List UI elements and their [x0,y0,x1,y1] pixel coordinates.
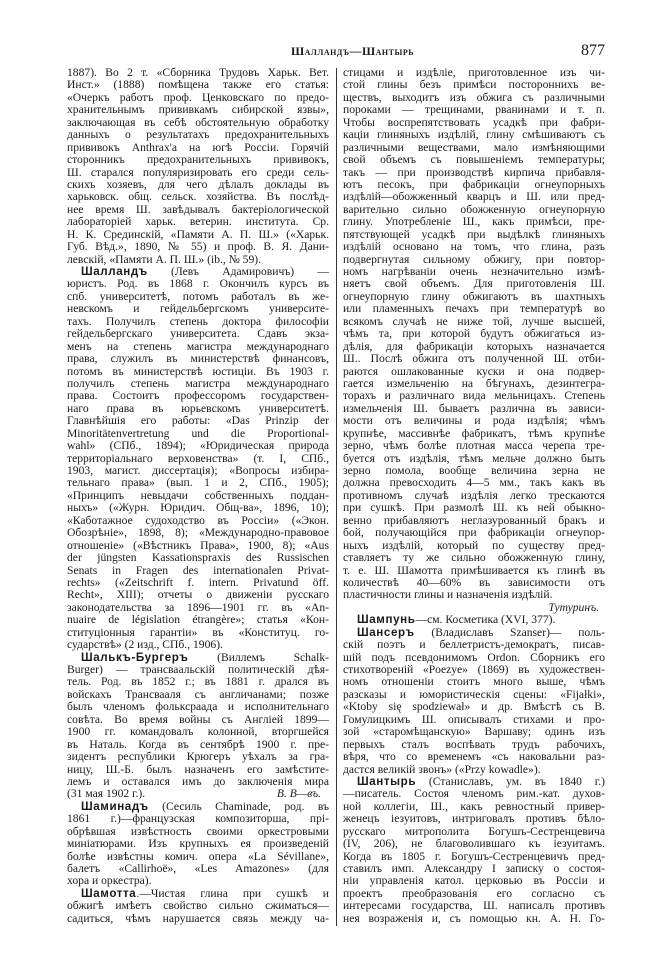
line-text: ной коллегіи, Ш., какъ ревностный привер- [343,800,605,813]
text-line [343,589,605,601]
text-line [343,664,605,676]
text-line [67,191,329,203]
line-text: данныхъ о результатахъ предохранительныхъ [67,129,329,142]
line-text: хора и оркестра). [67,875,152,888]
text-line [67,167,329,179]
text-line [343,751,605,763]
text-line [67,67,329,79]
text-line [67,229,329,241]
line-text: спб. университетѣ, потомъ работалъ въ же- [67,290,329,303]
text-line [343,726,605,738]
author-signature: В. В—въ. [276,788,321,801]
text-line [343,639,605,651]
text-line [67,900,329,912]
text-line [343,328,605,340]
line-text: ставилъ имп. Александру I записку о состоя- [343,863,605,875]
text-line [67,465,329,477]
text-line [67,453,329,465]
text-line [67,179,329,191]
text-line [343,689,605,701]
line-text: Recht», XIII); отчеты о движеніи русскаго [67,589,329,602]
line-text: Ш. старался популяризировать его среди сель- [67,166,329,179]
entry-headword: Шаминадъ [81,800,149,813]
line-text: 1903, магист. диссертація); «Вопросы избира- [67,465,329,477]
line-text: «Ktoby się spodziewał» и др. Вмѣстѣ съ В. [343,701,605,714]
text-line [343,540,605,552]
line-text: лабораторіей харьк. ветерин. института. Ср. [67,216,329,229]
text-line [343,154,605,166]
text-line [343,614,605,626]
line-text: тель. Род. въ 1852 г.; въ 1881 г. дрался въ [67,676,329,689]
line-text: Н. К. Срединскій, «Памяти А. П. Ш.» («Харьк. [67,228,329,241]
line-text: (Владиславъ Szanser)— поль- [414,626,605,639]
line-text: Senats in Fragen des internationalen Privat- [67,564,329,577]
line-text: права. Состоитъ профессоромъ государствен- [67,390,329,403]
entry-article [67,888,329,925]
line-text: стой глины безъ примѣси постороннихъ ве- [343,79,605,92]
entry-article [343,627,605,776]
text-line [67,788,329,800]
text-line [67,913,329,925]
line-text: совѣта. Во время войны съ Англіей 1899— [67,713,329,726]
text-line [343,490,605,502]
text-line [67,117,329,129]
text-line [343,888,605,900]
line-text: крупнѣе, массивнѣе фабрикатъ, тѣмъ крупнѣе [343,427,605,440]
line-text: дѣлія, для фабрикаціи которыхъ назначается [343,340,605,353]
line-text: свой объемъ съ повышеніемъ температуры; [343,154,605,167]
page-number: 877 [581,42,605,59]
text-line [67,589,329,601]
line-text: (Левъ Адамировичъ) — [147,266,329,278]
line-text: т. е. Ш. Шамотта примѣшивается къ глинѣ въ [343,564,605,577]
line-text: права, служилъ въ министерствѣ финансовъ, [67,353,329,366]
text-line [343,316,605,328]
text-line [343,801,605,813]
text-line [67,291,329,303]
line-text: Minoritätenvertretung und die Proportional- [67,427,329,440]
text-line [343,453,605,465]
text-line [343,390,605,402]
text-line [343,67,605,79]
text-line [343,701,605,713]
line-text: сторонникъ предохранительныхъ прививокъ, [67,154,329,167]
line-text: стицами и издѣліе, приготовленное изъ чи- [343,67,605,79]
text-line [343,627,605,639]
text-line [67,863,329,875]
left-column [67,67,329,925]
line-text: тахъ. Получилъ степень доктора философіи [67,315,329,328]
line-text: раются ошлакованные куски и она подвер- [343,365,605,378]
right-column [343,67,605,925]
text-line [67,801,329,813]
text-line [343,465,605,477]
line-text: издѣлій—обожженный кварцъ и Ш. или пред- [343,191,605,204]
text-line [343,428,605,440]
entry-article [343,776,605,925]
line-text: зерно, чѣмъ болѣе плотная масса черепа тре- [343,440,605,453]
line-text: заключающая въ себѣ обстоятельную обработку [67,116,329,129]
article-continuation [67,67,329,266]
text-line [343,838,605,850]
line-text: буется отъ издѣлія, тѣмъ мельче должно быть [343,452,605,465]
page-header [60,42,605,58]
text-line [67,241,329,253]
line-text: бой, получающійся при фабрикаціи огнеупор- [343,527,605,540]
text-line [67,577,329,589]
line-text: 1861 г.)—французская композиторша, прі- [67,813,329,826]
line-text: ницу, Ш.-Б. былъ назначенъ его замѣстите- [67,763,329,776]
text-line [343,353,605,365]
text-line [343,875,605,887]
line-text: въ Наталь. Когда въ сентябрѣ 1900 г. пре- [67,738,329,751]
line-text: ныхъ» («Журн. Юридич. Общ-ва», 1896, 10); [67,502,329,515]
line-text: зидентъ республики Крюгеръ уѣхалъ за гра- [67,751,329,764]
text-line [67,415,329,427]
text-line [343,764,605,776]
text-line [343,291,605,303]
text-line [67,92,329,104]
line-text: ныхъ издѣлій, который по существу пред- [343,539,605,552]
text-line [67,440,329,452]
text-line [67,764,329,776]
line-text: гается измельченію на бѣгунахъ, дезинтегра- [343,377,605,390]
text-line [67,328,329,340]
line-text: различными веществами, мало измѣняющими [343,141,605,154]
line-text: лемъ и оставался имъ до заключенія мира [67,775,329,788]
line-text: торахъ и различнаго вида мельницахъ. Степень [343,390,605,403]
line-text: «Очеркъ работъ проф. Ценковскаго по предо- [67,91,329,104]
line-text: ніи управленія катол. церковью въ Россіи и [343,875,605,888]
text-line [67,353,329,365]
line-text: wahl» (СПб., 1894); «Юридическая природа [67,440,329,453]
text-line [67,129,329,141]
line-text: «Каботажное судоходство въ Россіи» («Экон. [67,514,329,527]
line-text: 1900 гг. командовалъ колонной, вторгшейся [67,726,329,739]
text-line [343,739,605,751]
line-text: Гомулицкимъ Ш. описывалъ стихами и про- [343,713,605,726]
line-text: такъ — при производствѣ кирпича прибавля- [343,166,605,179]
text-line [67,614,329,626]
line-text: мости отъ величины и рода издѣлія; чѣмъ [343,415,605,428]
text-line [343,366,605,378]
line-text: территоріальнаго верховенства» (т. I, СПб., [67,452,329,465]
entry-headword: Шамотта [81,887,137,900]
text-line [67,676,329,688]
line-text: стихотвореній «Poezye» (1869) въ художествен- [343,664,605,676]
text-line [67,104,329,116]
line-text: —писатель. Состоя членомъ рим.-кат. духов- [343,788,605,801]
text-line [67,726,329,738]
line-text: варительно сильно обожженную огнеупорную [343,203,605,216]
text-line [343,577,605,589]
text-line [67,751,329,763]
text-line [343,788,605,800]
text-line [343,776,605,788]
text-line [67,552,329,564]
entry-headword: Шалькъ-Бургеръ [81,651,189,664]
line-text: балетъ «Callirhoë», «Les Amazones» (для [67,863,329,875]
text-line [343,266,605,278]
line-text: ществъ, выходитъ изъ обжига съ различными [343,91,605,104]
line-text: былъ членомъ фольксраада и исполнительнаго [67,701,329,714]
text-line [67,142,329,154]
text-line [67,79,329,91]
text-line [343,191,605,203]
text-line [343,92,605,104]
text-line [67,602,329,614]
text-line [343,142,605,154]
line-text: издѣлій основано на томъ, что глина, разъ [343,241,605,254]
line-text: болѣе извѣстны комич. опера «La Sévillane», [67,850,329,863]
line-text: левскій, «Памяти А. П. Ш.» (ib., № 59). [67,253,262,266]
text-line [67,838,329,850]
text-line [343,403,605,415]
text-line [67,366,329,378]
text-line [343,552,605,564]
line-text: «Принципъ невыдачи собственныхъ поддан- [67,489,329,502]
line-text: зой «старомѣщанскую» Варшаву; одинъ изъ [343,726,605,739]
text-line [343,303,605,315]
text-line [343,863,605,875]
line-text: Ш.. Послѣ обжига отъ полученной Ш. отби- [343,353,605,366]
text-line [343,527,605,539]
entry-article [343,614,605,626]
text-line [67,341,329,353]
text-line [343,515,605,527]
line-text: пластичности глины и назначенія издѣлій. [343,589,553,602]
entry-headword: Шалландъ [81,266,148,278]
line-text: измельченія Ш. бываетъ различна въ зависи- [343,402,605,415]
line-text: законодательства за 1896—1901 гг. въ «An- [67,601,329,614]
text-line [67,515,329,527]
text-line [67,316,329,328]
line-text: разсказы и юмористическія сцены: «Fijałki», [343,688,605,701]
line-text: менъ на степень магистра международнаго [67,340,329,353]
text-line [67,875,329,887]
line-text: невскомъ и гейдельбергскомъ университе- [67,303,329,316]
line-text: der jüngsten Kassationspraxis des Russischen [67,552,329,565]
text-line [67,813,329,825]
line-text: венно прибавляютъ неглазурованный бракъ и [343,514,605,527]
text-line [67,627,329,639]
line-text: (Виллемъ Schalk- [188,651,329,664]
text-line [67,477,329,489]
text-line [67,639,329,651]
line-text: (31 мая 1902 г.). [67,788,146,801]
line-text: юристъ. Род. въ 1868 г. Окончилъ курсъ въ [67,278,329,291]
line-text: получилъ степень магистра международнаго [67,377,329,390]
entry-headword: Шансеръ [357,626,415,639]
entry-article [67,801,329,888]
entry-article [67,266,329,652]
line-text: всякомъ случаѣ не ниже той, лучше высшей, [343,315,605,328]
text-line [67,216,329,228]
entry-headword: Шампунь [357,614,416,627]
text-line [343,129,605,141]
line-text: интересами государства, Ш. написалъ противъ [343,900,605,913]
text-line [67,254,329,266]
entry-headword: Шантырь [357,775,417,788]
text-line [343,851,605,863]
text-line [343,241,605,253]
text-line [67,428,329,440]
line-text: скихъ хозяевъ, для чего дѣлалъ доклады въ [67,178,329,191]
text-line [343,167,605,179]
text-line [343,204,605,216]
text-line [67,278,329,290]
text-line [343,415,605,427]
text-line [343,229,605,241]
line-text: войскахъ Трансвааля съ англичанами; позже [67,688,329,701]
text-line [67,403,329,415]
line-text: при сушкѣ. При размолѣ Ш. къ ней обыкно- [343,502,605,515]
line-text: Чтобы воспрепятствовать усадкѣ при фабри- [343,116,605,129]
text-line [343,216,605,228]
line-text: количествѣ 40—60% въ зависимости отъ [343,576,605,589]
text-line [67,776,329,788]
line-text: Когда въ 1805 г. Богушъ-Сестренцевичъ пред- [343,850,605,863]
text-line [343,477,605,489]
line-text: наго права въ юрьевскомъ университетѣ. [67,402,329,415]
line-text: Губ. Вѣд.», 1890, № 55) и проф. В. Я. Дани- [67,241,329,254]
line-text: вѣря, что со временемъ «съ наковальни раз- [343,751,605,764]
line-text: 1887). Во 2 т. «Сборника Трудовъ Харьк. Вет. [67,67,329,79]
text-line [343,341,605,353]
line-text: нее время Ш. завѣдывалъ бактеріологической [67,203,329,216]
line-text: nuaire de législation étrangère»; статья «Кон- [67,614,329,627]
line-text: rechts» («Zeitschrift f. intern. Privatund öff. [67,576,329,589]
line-text: противномъ случаѣ издѣлія легко трескаются [343,489,605,502]
text-line [67,204,329,216]
text-line [67,490,329,502]
text-line [343,502,605,514]
author-signature: Тутуринъ. [548,601,599,614]
line-text: (Сесиль Chaminade, род. въ [148,800,329,813]
line-text: ютъ песокъ, при фабрикаціи огнеупорныхъ [343,178,605,191]
text-line [67,714,329,726]
line-text: гейдельбергскаго университета. Сдавъ экза- [67,328,329,341]
line-text: нея возраженія и, съ помощью кн. А. Н. Го- [343,912,605,925]
line-text: первыхъ сталъ воспѣвать трудъ рабочихъ, [343,738,605,751]
text-line [343,652,605,664]
line-text: потомъ въ министерствѣ юстиціи. Въ 1903 г. [67,365,329,378]
text-line [343,378,605,390]
line-text: прививокъ Anthrax'а на югѣ Россіи. Горячій [67,141,329,154]
text-line [343,900,605,912]
line-text: Главнѣйшія его работы: «Das Prinzip der [67,415,329,428]
text-line [67,851,329,863]
text-line [67,652,329,664]
line-text: или пламенныхъ печахъ при температурѣ во [343,303,605,316]
line-text: проектъ преобразованія его согласно съ [343,887,605,900]
line-text: каціи глиняныхъ издѣлій, глину смѣшиваютъ съ [343,129,605,142]
line-text: женецъ іезуитовъ, интриговалъ противъ бѣло- [343,813,605,826]
line-text: скій поэтъ и беллетристъ-демократъ, писав- [343,639,605,652]
text-line [67,565,329,577]
line-text: пятствующей усадкѣ при выдѣлкѣ глиняныхъ [343,228,605,241]
line-text: харьковск. общ. сельск. хозяйства. Въ послѣд- [67,191,329,204]
line-text: Инст.» (1888) помѣщена также его статья: [67,79,329,92]
text-line [343,826,605,838]
article-continuation [343,67,605,614]
text-line [343,254,605,266]
line-text: (IV, 206), не благоволившаго къ іезуитамъ. [343,838,605,851]
text-line [67,664,329,676]
running-title: Шалландъ—Шантырь [290,44,415,58]
line-text: садиться, чѣмъ нарушается связь между ча- [67,912,329,925]
entry-article [67,652,329,801]
text-line [67,390,329,402]
text-line [67,888,329,900]
text-line [67,154,329,166]
text-line [67,739,329,751]
text-line [67,266,329,278]
text-line [67,689,329,701]
line-text: обжигѣ имѣетъ свойство сильно сжиматься— [67,900,329,913]
line-text: подвергнутая сильному обжигу, при повтор- [343,253,605,266]
text-line [67,303,329,315]
line-text: отношеніе» («Вѣстникъ Права», 1900, 8); «Aus [67,539,329,552]
line-text: Обозрѣніе», 1898, 8); «Международно-правовое [67,527,329,540]
text-line [343,104,605,116]
line-text: няетъ свой объемъ. Для приготовленія Ш. [343,278,605,291]
line-text: (Станиславъ, ум. въ 1840 г.) [416,775,605,788]
line-text: .—Чистая глина при сушкѣ и [136,887,329,900]
line-text: глину. Употребленіе Ш., какъ примѣси, пре- [343,216,605,229]
text-line [67,826,329,838]
text-line [67,502,329,514]
line-text: —см. Косметика (XVI, 377). [415,614,556,627]
line-text: пороками — трещинами, рванинами и т. п. [343,104,605,117]
text-line [343,676,605,688]
text-line [343,179,605,191]
text-line [343,913,605,925]
text-line [343,278,605,290]
line-text: номъ отношеніи стоитъ много выше, чѣмъ [343,676,605,689]
text-line [343,117,605,129]
text-line [67,527,329,539]
column-divider [336,68,337,926]
line-text: миніатюрами. Изъ крупныхъ ея произведеній [67,838,329,851]
text-line [67,701,329,713]
line-text: огнеупорную глину обжигаютъ въ шахтныхъ [343,290,605,303]
line-text: русскаго митрополита Богушъ-Сестренцевича [343,825,605,838]
line-text: обрѣвшая извѣстность своими оркестровыми [67,825,329,838]
text-line [67,540,329,552]
line-text: чѣмъ та, при которой будутъ обжигаться из- [343,328,605,341]
line-text: Burger) — трансваальскій политическій дѣя- [67,664,329,676]
text-line [343,79,605,91]
line-text: тельнаго права» (вып. 1 и 2, СПб., 1905); [67,477,329,490]
text-line [343,714,605,726]
text-line [343,565,605,577]
line-text: дастся великій звонъ» («Przy kowadle»). [343,763,541,776]
line-text: ституціонныя гарантіи» въ «Конституц. го- [67,626,329,639]
text-line [343,813,605,825]
line-text: должна превосходить 4—5 мм., такъ какъ въ [343,477,605,490]
line-text: хранительнымъ прививкамъ сибирской язвы», [67,104,329,117]
line-text: зерно помола, вообще величина зерна не [343,465,605,477]
line-text: шій подъ псевдонимомъ Ordon. Сборникъ его [343,651,605,664]
text-line [67,378,329,390]
line-text: сударствѣ» (2 изд., СПб., 1906). [67,639,223,652]
line-text: номъ нагрѣваніи очень незначительно измѣ- [343,266,605,278]
text-line [343,440,605,452]
line-text: ставляетъ ту же сильно обожженную глину, [343,552,605,565]
